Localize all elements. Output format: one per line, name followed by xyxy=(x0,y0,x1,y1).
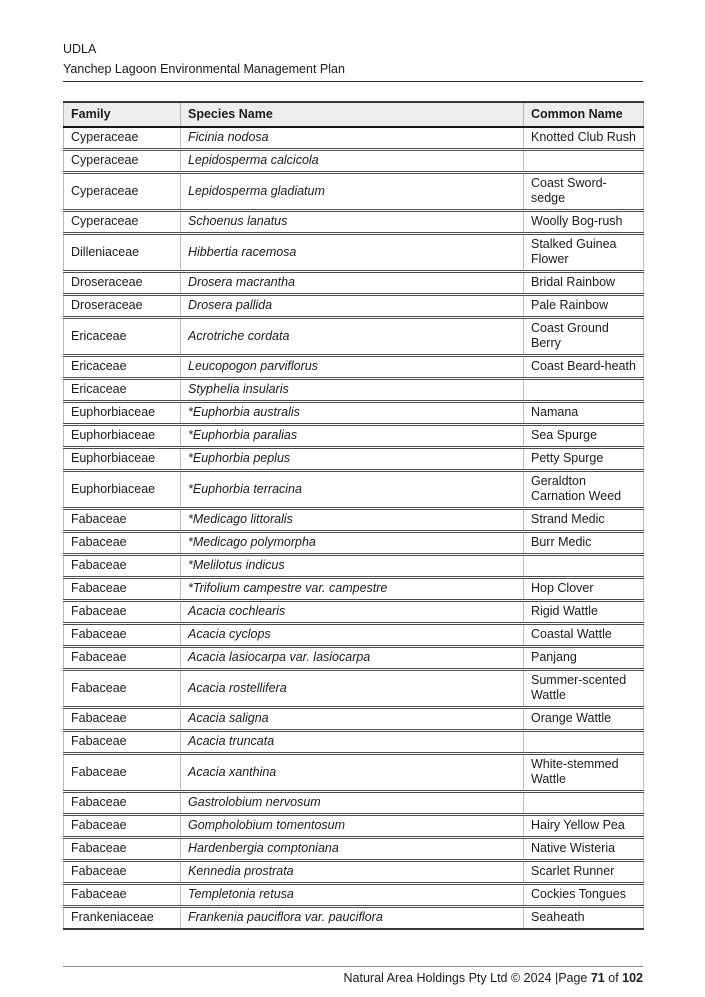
table-row xyxy=(64,884,644,907)
family-cell: Frankeniaceae xyxy=(64,907,181,930)
table-row xyxy=(64,624,644,647)
family-cell: Fabaceae xyxy=(64,884,181,907)
common-name-cell: Coast Sword-sedge xyxy=(524,173,644,211)
table-row xyxy=(64,150,644,173)
family-cell: Fabaceae xyxy=(64,578,181,601)
species-cell: Frankenia pauciflora var. pauciflora xyxy=(181,907,524,930)
common-name-cell: Woolly Bog-rush xyxy=(524,211,644,234)
common-name-cell: Burr Medic xyxy=(524,532,644,555)
species-cell: Gompholobium tomentosum xyxy=(181,815,524,838)
family-cell: Euphorbiaceae xyxy=(64,425,181,448)
common-name-cell: Geraldton Carnation Weed xyxy=(524,471,644,509)
species-cell: *Trifolium campestre var. campestre xyxy=(181,578,524,601)
common-name-cell xyxy=(524,555,644,578)
table-row xyxy=(64,754,644,792)
family-cell: Fabaceae xyxy=(64,861,181,884)
page-footer xyxy=(63,966,643,986)
family-cell: Fabaceae xyxy=(64,708,181,731)
species-cell: Ficinia nodosa xyxy=(181,127,524,150)
footer-total-pages: 102 xyxy=(622,971,643,985)
family-cell: Cyperaceae xyxy=(64,150,181,173)
common-name-cell: White-stemmed Wattle xyxy=(524,754,644,792)
common-name-cell: Rigid Wattle xyxy=(524,601,644,624)
family-cell: Fabaceae xyxy=(64,815,181,838)
table-row xyxy=(64,838,644,861)
species-cell: *Medicago polymorpha xyxy=(181,532,524,555)
species-cell: Lepidosperma calcicola xyxy=(181,150,524,173)
species-cell: Gastrolobium nervosum xyxy=(181,792,524,815)
table-row xyxy=(64,647,644,670)
species-cell: Acrotriche cordata xyxy=(181,318,524,356)
footer-text xyxy=(63,967,643,986)
common-name-cell: Orange Wattle xyxy=(524,708,644,731)
species-cell: Acacia cochlearis xyxy=(181,601,524,624)
family-cell: Fabaceae xyxy=(64,532,181,555)
species-cell: Acacia xanthina xyxy=(181,754,524,792)
table-row xyxy=(64,861,644,884)
common-name-cell: Summer-scented Wattle xyxy=(524,670,644,708)
species-cell: Acacia lasiocarpa var. lasiocarpa xyxy=(181,647,524,670)
table-row xyxy=(64,670,644,708)
table-row xyxy=(64,425,644,448)
table-row xyxy=(64,578,644,601)
species-cell: Drosera macrantha xyxy=(181,272,524,295)
common-name-cell xyxy=(524,792,644,815)
common-name-cell: Petty Spurge xyxy=(524,448,644,471)
species-cell: Acacia saligna xyxy=(181,708,524,731)
table-row xyxy=(64,448,644,471)
species-cell: Drosera pallida xyxy=(181,295,524,318)
table-row xyxy=(64,173,644,211)
family-cell: Euphorbiaceae xyxy=(64,471,181,509)
species-cell: Hibbertia racemosa xyxy=(181,234,524,272)
family-cell: Ericaceae xyxy=(64,379,181,402)
family-cell: Droseraceae xyxy=(64,272,181,295)
family-cell: Euphorbiaceae xyxy=(64,448,181,471)
common-name-cell: Strand Medic xyxy=(524,509,644,532)
common-name-cell: Namana xyxy=(524,402,644,425)
species-cell: *Euphorbia australis xyxy=(181,402,524,425)
table-row xyxy=(64,907,644,930)
table-row xyxy=(64,356,644,379)
common-name-cell: Stalked Guinea Flower xyxy=(524,234,644,272)
table-row xyxy=(64,731,644,754)
common-name-cell: Coastal Wattle xyxy=(524,624,644,647)
family-cell: Fabaceae xyxy=(64,838,181,861)
table-row xyxy=(64,815,644,838)
table-row xyxy=(64,402,644,425)
species-table xyxy=(63,101,644,930)
family-cell: Fabaceae xyxy=(64,509,181,532)
common-name-cell: Native Wisteria xyxy=(524,838,644,861)
common-name-cell: Knotted Club Rush xyxy=(524,127,644,150)
common-name-cell: Hop Clover xyxy=(524,578,644,601)
common-name-cell: Coast Ground Berry xyxy=(524,318,644,356)
table-row xyxy=(64,509,644,532)
table-row xyxy=(64,708,644,731)
footer-page-number: 71 xyxy=(590,971,605,985)
table-row xyxy=(64,272,644,295)
footer-of: of xyxy=(604,971,623,985)
family-cell: Euphorbiaceae xyxy=(64,402,181,425)
table-row xyxy=(64,792,644,815)
common-name-cell: Scarlet Runner xyxy=(524,861,644,884)
family-cell: Fabaceae xyxy=(64,754,181,792)
common-name-cell: Hairy Yellow Pea xyxy=(524,815,644,838)
family-cell: Droseraceae xyxy=(64,295,181,318)
common-name-cell: Seaheath xyxy=(524,907,644,930)
common-name-cell xyxy=(524,731,644,754)
species-cell: *Euphorbia terracina xyxy=(181,471,524,509)
common-name-cell: Panjang xyxy=(524,647,644,670)
table-row xyxy=(64,532,644,555)
family-cell: Cyperaceae xyxy=(64,211,181,234)
family-cell: Cyperaceae xyxy=(64,127,181,150)
family-cell: Fabaceae xyxy=(64,670,181,708)
table-row xyxy=(64,234,644,272)
family-cell: Fabaceae xyxy=(64,647,181,670)
doc-title: Yanchep Lagoon Environmental Management Plan xyxy=(63,62,345,76)
family-cell: Dilleniaceae xyxy=(64,234,181,272)
header-rule xyxy=(63,81,643,82)
species-cell: Acacia rostellifera xyxy=(181,670,524,708)
family-cell: Ericaceae xyxy=(64,356,181,379)
common-name-cell xyxy=(524,379,644,402)
species-table-body xyxy=(64,127,644,929)
family-cell: Cyperaceae xyxy=(64,173,181,211)
species-cell: Hardenbergia comptoniana xyxy=(181,838,524,861)
common-name-cell: Coast Beard-heath xyxy=(524,356,644,379)
family-cell: Fabaceae xyxy=(64,731,181,754)
family-cell: Fabaceae xyxy=(64,624,181,647)
doc-org-name: UDLA xyxy=(63,42,97,56)
table-row xyxy=(64,211,644,234)
footer-company: Natural Area Holdings Pty Ltd © 2024 |Page xyxy=(343,971,591,985)
common-name-cell: Sea Spurge xyxy=(524,425,644,448)
species-cell: *Euphorbia paralias xyxy=(181,425,524,448)
species-cell: Lepidosperma gladiatum xyxy=(181,173,524,211)
table-row xyxy=(64,295,644,318)
col-header-family: Family xyxy=(64,102,181,127)
common-name-cell xyxy=(524,150,644,173)
table-row xyxy=(64,379,644,402)
species-cell: Styphelia insularis xyxy=(181,379,524,402)
table-row xyxy=(64,601,644,624)
species-cell: Leucopogon parviflorus xyxy=(181,356,524,379)
species-cell: Schoenus lanatus xyxy=(181,211,524,234)
species-cell: *Euphorbia peplus xyxy=(181,448,524,471)
species-cell: Kennedia prostrata xyxy=(181,861,524,884)
species-cell: Acacia cyclops xyxy=(181,624,524,647)
table-row xyxy=(64,555,644,578)
table-row xyxy=(64,127,644,150)
family-cell: Fabaceae xyxy=(64,555,181,578)
common-name-cell: Bridal Rainbow xyxy=(524,272,644,295)
col-header-species-name: Species Name xyxy=(181,102,524,127)
table-row xyxy=(64,471,644,509)
family-cell: Fabaceae xyxy=(64,792,181,815)
family-cell: Ericaceae xyxy=(64,318,181,356)
common-name-cell: Pale Rainbow xyxy=(524,295,644,318)
table-row xyxy=(64,318,644,356)
species-cell: Acacia truncata xyxy=(181,731,524,754)
common-name-cell: Cockies Tongues xyxy=(524,884,644,907)
species-cell: *Melilotus indicus xyxy=(181,555,524,578)
table-header-row xyxy=(64,102,644,127)
species-cell: *Medicago littoralis xyxy=(181,509,524,532)
col-header-common-name: Common Name xyxy=(524,102,644,127)
family-cell: Fabaceae xyxy=(64,601,181,624)
species-cell: Templetonia retusa xyxy=(181,884,524,907)
